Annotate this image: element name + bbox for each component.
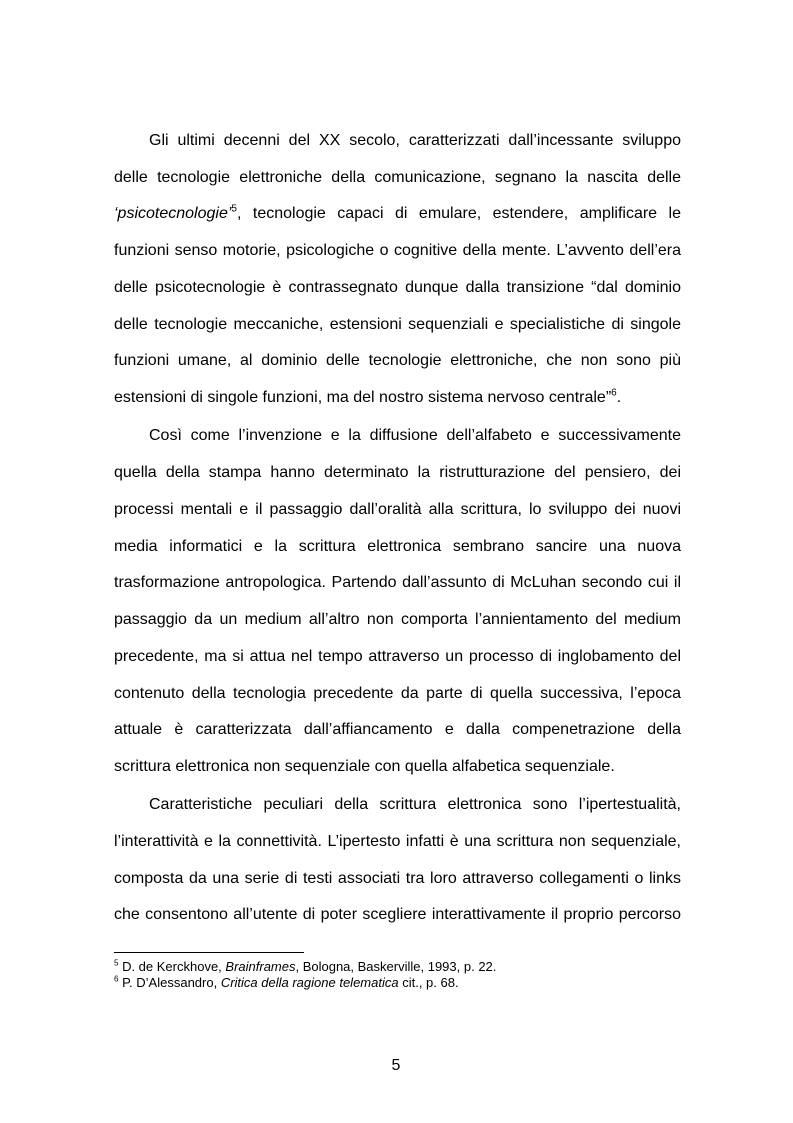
footnote-number: 6 xyxy=(114,974,119,984)
footnote-text: , Bologna, Baskerville, 1993, p. 22. xyxy=(295,959,497,974)
body-text: estensioni di singole funzioni, ma del nostro sistema nervoso centrale” xyxy=(114,389,612,406)
body-line: delle tecnologie meccaniche, estensioni sequenziali e specialistiche di singole xyxy=(114,316,681,333)
body-line: funzioni senso motorie, psicologiche o cognitive della mente. L’avvento dell’era xyxy=(114,242,681,259)
body-text: , tecnologie capaci di emulare, estendere, amplificare le xyxy=(236,205,681,222)
body-line xyxy=(114,388,681,408)
body-line: Così come l’invenzione e la diffusione dell’alfabeto e successivamente xyxy=(149,427,681,444)
body-line: Gli ultimi decenni del XX secolo, caratterizzati dall’incessante sviluppo xyxy=(149,132,681,149)
footnote-ref[interactable]: 6 xyxy=(611,387,617,399)
footnote-title: Critica della ragione telematica xyxy=(220,975,399,990)
body-line: Caratteristiche peculiari della scrittura elettronica sono l’ipertestualità, xyxy=(149,796,681,813)
body-line: funzioni umane, al dominio delle tecnologie elettroniche, che non sono più xyxy=(114,352,681,369)
body-line xyxy=(114,204,681,224)
footnote-title: Brainframes xyxy=(225,959,296,974)
body-line: scrittura elettronica non sequenziale con quella alfabetica sequenziale. xyxy=(114,758,615,775)
body-line: delle psicotecnologie è contrassegnato dunque dalla transizione “dal dominio xyxy=(114,279,681,296)
footnote-number: 5 xyxy=(114,958,119,968)
body-line: che consentono all’utente di poter scegliere interattivamente il proprio percorso xyxy=(114,906,681,923)
body-line: precedente, ma si attua nel tempo attraverso un processo di inglobamento del xyxy=(114,648,681,665)
footnote-ref[interactable]: 5 xyxy=(231,203,237,215)
body-line: contenuto della tecnologia precedente da parte di quella successiva, l’epoca xyxy=(114,685,681,702)
footnote-text: P. D’Alessandro, xyxy=(118,975,221,990)
body-line: attuale è caratterizzata dall’affiancamento e dalla compenetrazione della xyxy=(114,721,681,738)
body-line: media informatici e la scrittura elettronica sembrano sancire una nuova xyxy=(114,538,681,555)
footnote xyxy=(114,959,681,975)
body-text: . xyxy=(616,389,622,406)
body-line: trasformazione antropologica. Partendo dall’assunto di McLuhan secondo cui il xyxy=(114,574,681,591)
footnote-text: cit., p. 68. xyxy=(398,975,459,990)
body-line: quella della stampa hanno determinato la ristrutturazione del pensiero, dei xyxy=(114,464,681,481)
footnote xyxy=(114,975,681,991)
footnote-separator xyxy=(114,952,304,953)
body-line: composta da una serie di testi associati tra loro attraverso collegamenti o links xyxy=(114,870,681,887)
body-line: delle tecnologie elettroniche della comunicazione, segnano la nascita delle xyxy=(114,169,681,186)
body-line: passaggio da un medium all’altro non comporta l’annientamento del medium xyxy=(114,611,681,628)
body-line: processi mentali e il passaggio dall’oralità alla scrittura, lo sviluppo dei nuovi xyxy=(114,501,681,518)
body-line: l’interattività e la connettività. L’ipertesto infatti è una scrittura non sequenziale, xyxy=(114,833,681,850)
italic-term: ‘psicotecnologie’ xyxy=(114,205,232,222)
page-number: 5 xyxy=(391,1057,401,1074)
footnote-text: D. de Kerckhove, xyxy=(118,959,226,974)
